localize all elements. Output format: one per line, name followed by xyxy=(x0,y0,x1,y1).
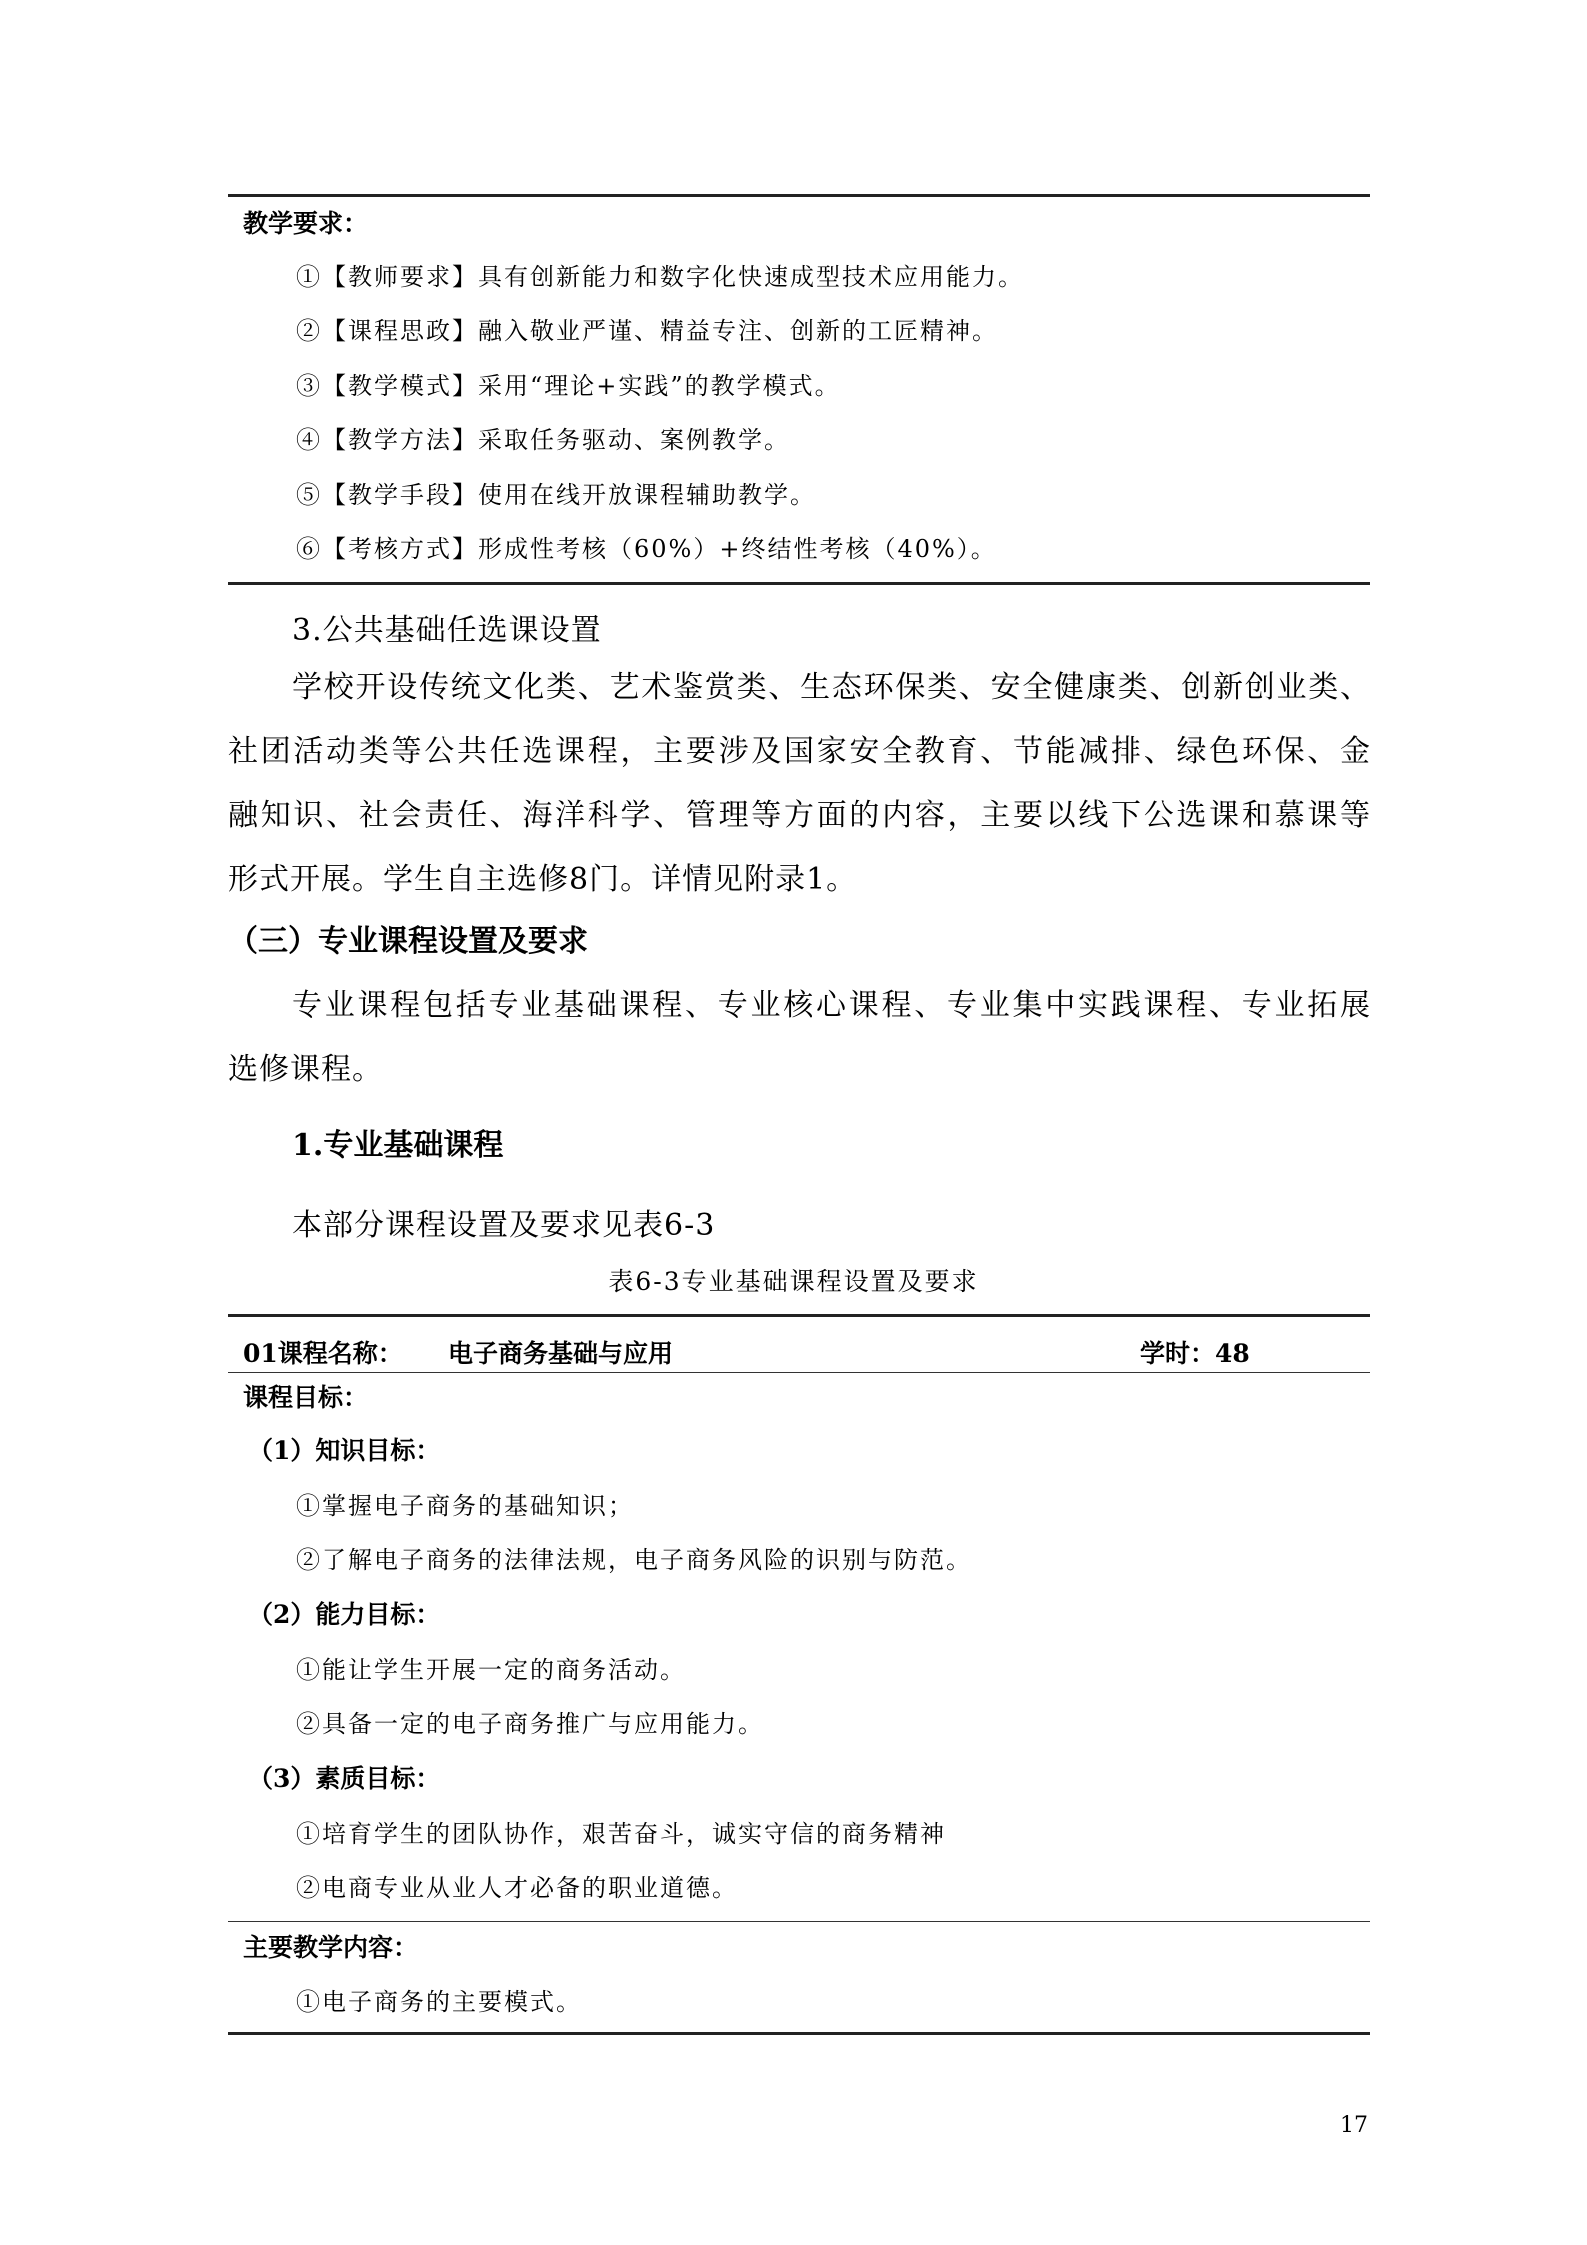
table-bottom-rule xyxy=(228,582,1370,585)
page-number: 17 xyxy=(1340,2113,1368,2138)
course-name: 电子商务基础与应用 xyxy=(448,1339,674,1368)
table-caption: 表6-3专业基础课程设置及要求 xyxy=(608,1267,979,1296)
requirement-item: ③【教学模式】采用“理论+实践”的教学模式。 xyxy=(296,372,841,400)
knowledge-label: （1）知识目标： xyxy=(248,1436,441,1465)
content-item: ①电子商务的主要模式。 xyxy=(296,1988,582,2016)
table-top-rule xyxy=(228,1314,1370,1317)
course-hours: 学时：48 xyxy=(1140,1339,1250,1368)
paragraph-line: 形式开展。学生自主选修8门。详情见附录1。 xyxy=(228,862,858,897)
requirement-item: ⑤【教学手段】使用在线开放课程辅助教学。 xyxy=(296,481,816,509)
content-label: 主要教学内容： xyxy=(243,1933,419,1962)
section-heading: （三）专业课程设置及要求 xyxy=(228,924,588,959)
objective-item: ①能让学生开展一定的商务活动。 xyxy=(296,1656,686,1684)
paragraph-line: 社团活动类等公共任选课程，主要涉及国家安全教育、节能减排、绿色环保、金 xyxy=(228,734,1370,769)
requirement-item: ⑥【考核方式】形成性考核（60%）+终结性考核（40%）。 xyxy=(296,535,997,563)
objective-item: ①培育学生的团队协作，艰苦奋斗，诚实守信的商务精神 xyxy=(296,1820,946,1848)
paragraph-line: 融知识、社会责任、海洋科学、管理等方面的内容，主要以线下公选课和慕课等 xyxy=(228,798,1370,833)
table-row-rule xyxy=(228,1921,1370,1922)
paragraph-line: 学校开设传统文化类、艺术鉴赏类、生态环保类、安全健康类、创新创业类、 xyxy=(292,670,1370,705)
subsection-heading: 1.专业基础课程 xyxy=(292,1128,504,1163)
table-top-rule xyxy=(228,194,1370,197)
table-row-rule xyxy=(228,1372,1370,1373)
objective-item: ②电商专业从业人才必备的职业道德。 xyxy=(296,1874,738,1902)
requirement-item: ④【教学方法】采取任务驱动、案例教学。 xyxy=(296,426,790,454)
teaching-requirements-label: 教学要求： xyxy=(243,209,369,238)
ability-label: （2）能力目标： xyxy=(248,1600,441,1629)
paragraph-line: 选修课程。 xyxy=(228,1052,383,1087)
quality-label: （3）素质目标： xyxy=(248,1764,441,1793)
objectives-label: 课程目标： xyxy=(243,1383,369,1412)
course-name-label: 01课程名称： xyxy=(243,1339,403,1368)
objective-item: ②了解电子商务的法律法规，电子商务风险的识别与防范。 xyxy=(296,1546,972,1574)
table-bottom-rule xyxy=(228,2032,1370,2035)
paragraph-line: 专业课程包括专业基础课程、专业核心课程、专业集中实践课程、专业拓展 xyxy=(292,988,1370,1023)
requirement-item: ①【教师要求】具有创新能力和数字化快速成型技术应用能力。 xyxy=(296,263,1024,291)
requirement-item: ②【课程思政】融入敬业严谨、精益专注、创新的工匠精神。 xyxy=(296,317,998,345)
objective-item: ②具备一定的电子商务推广与应用能力。 xyxy=(296,1710,764,1738)
section-heading: 3.公共基础任选课设置 xyxy=(292,613,602,648)
subsection-text: 本部分课程设置及要求见表6-3 xyxy=(292,1208,716,1243)
objective-item: ①掌握电子商务的基础知识； xyxy=(296,1492,634,1520)
